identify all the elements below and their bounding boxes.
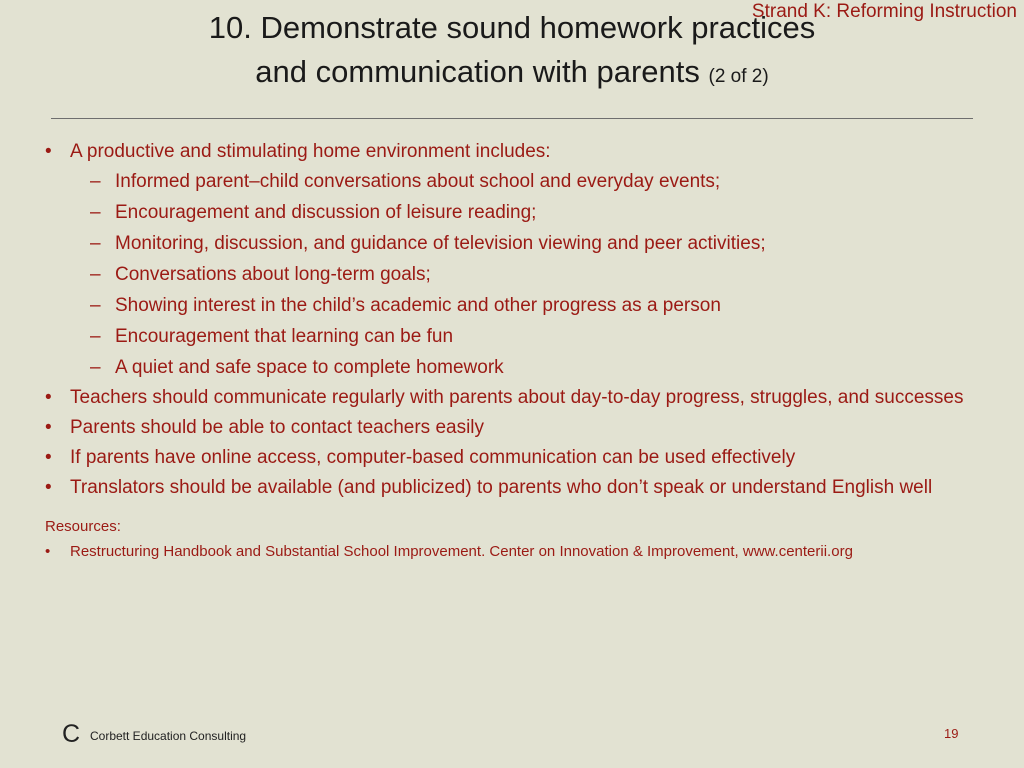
sub-bullet-list: [90, 170, 990, 380]
sub-bullet-text: Encouragement and discussion of leisure reading;: [115, 202, 537, 223]
strand-label: Strand K: Reforming Instruction: [751, 1, 1017, 22]
sub-bullet-item: [90, 170, 990, 194]
bullet-marker: •: [45, 447, 52, 468]
title-line-2: [0, 50, 1024, 99]
bullet-list: [45, 140, 990, 500]
sub-bullet-item: [90, 356, 990, 380]
dash-marker: –: [90, 326, 101, 347]
bullet-text: Translators should be available (and publicized) to parents who don’t speak or understand English well: [70, 477, 933, 498]
slide-body: [45, 140, 990, 562]
sub-bullet-text: Encouragement that learning can be fun: [115, 326, 454, 347]
dash-marker: –: [90, 171, 101, 192]
bullet-text: A productive and stimulating home environment includes:: [70, 141, 551, 162]
title-line-1: 10. Demonstrate sound homework practices: [208, 10, 816, 45]
resources-section: [45, 517, 990, 562]
sub-bullet-item: [90, 325, 990, 349]
title-divider: [51, 118, 973, 119]
title-line-2-text: and communication with parents: [255, 54, 700, 89]
bullet-marker: •: [45, 477, 52, 498]
sub-bullet-item: [90, 294, 990, 318]
resource-text: Restructuring Handbook and Substantial School Improvement. Center on Innovation & Improvement, www.centerii.org: [70, 543, 853, 560]
page-number: 19: [944, 726, 959, 741]
bullet-online-access: [45, 446, 990, 470]
sub-bullet-text: Showing interest in the child’s academic and other progress as a person: [115, 295, 721, 316]
resource-item: [45, 542, 990, 562]
bullet-teacher-communication: [45, 386, 990, 410]
sub-bullet-text: Informed parent–child conversations about school and everyday events;: [115, 171, 721, 192]
dash-marker: –: [90, 202, 101, 223]
bullet-home-environment: [45, 140, 990, 380]
bullet-text: Teachers should communicate regularly with parents about day-to-day progress, struggles, and successes: [70, 387, 964, 408]
bullet-marker: •: [45, 387, 52, 408]
dash-marker: –: [90, 264, 101, 285]
bullet-contact-teachers: [45, 416, 990, 440]
footer-logo: C: [62, 720, 81, 748]
bullet-marker: •: [45, 417, 52, 438]
dash-marker: –: [90, 233, 101, 254]
sub-bullet-text: A quiet and safe space to complete homework: [115, 357, 504, 378]
bullet-marker: •: [45, 141, 52, 162]
resources-list: [45, 542, 990, 562]
dash-marker: –: [90, 357, 101, 378]
footer-company-name: Corbett Education Consulting: [90, 729, 247, 743]
slide-title: [0, 6, 1024, 99]
sub-bullet-item: [90, 263, 990, 287]
dash-marker: –: [90, 295, 101, 316]
title-part-label: (2 of 2): [708, 66, 769, 87]
bullet-text: Parents should be able to contact teachers easily: [70, 417, 485, 438]
sub-bullet-item: [90, 201, 990, 225]
bullet-text: If parents have online access, computer-based communication can be used effectively: [70, 447, 796, 468]
sub-bullet-item: [90, 232, 990, 256]
resources-heading: Resources:: [45, 518, 121, 535]
bullet-marker: •: [45, 543, 51, 560]
sub-bullet-text: Monitoring, discussion, and guidance of television viewing and peer activities;: [115, 233, 766, 254]
sub-bullet-text: Conversations about long-term goals;: [115, 264, 431, 285]
bullet-translators: [45, 476, 990, 500]
